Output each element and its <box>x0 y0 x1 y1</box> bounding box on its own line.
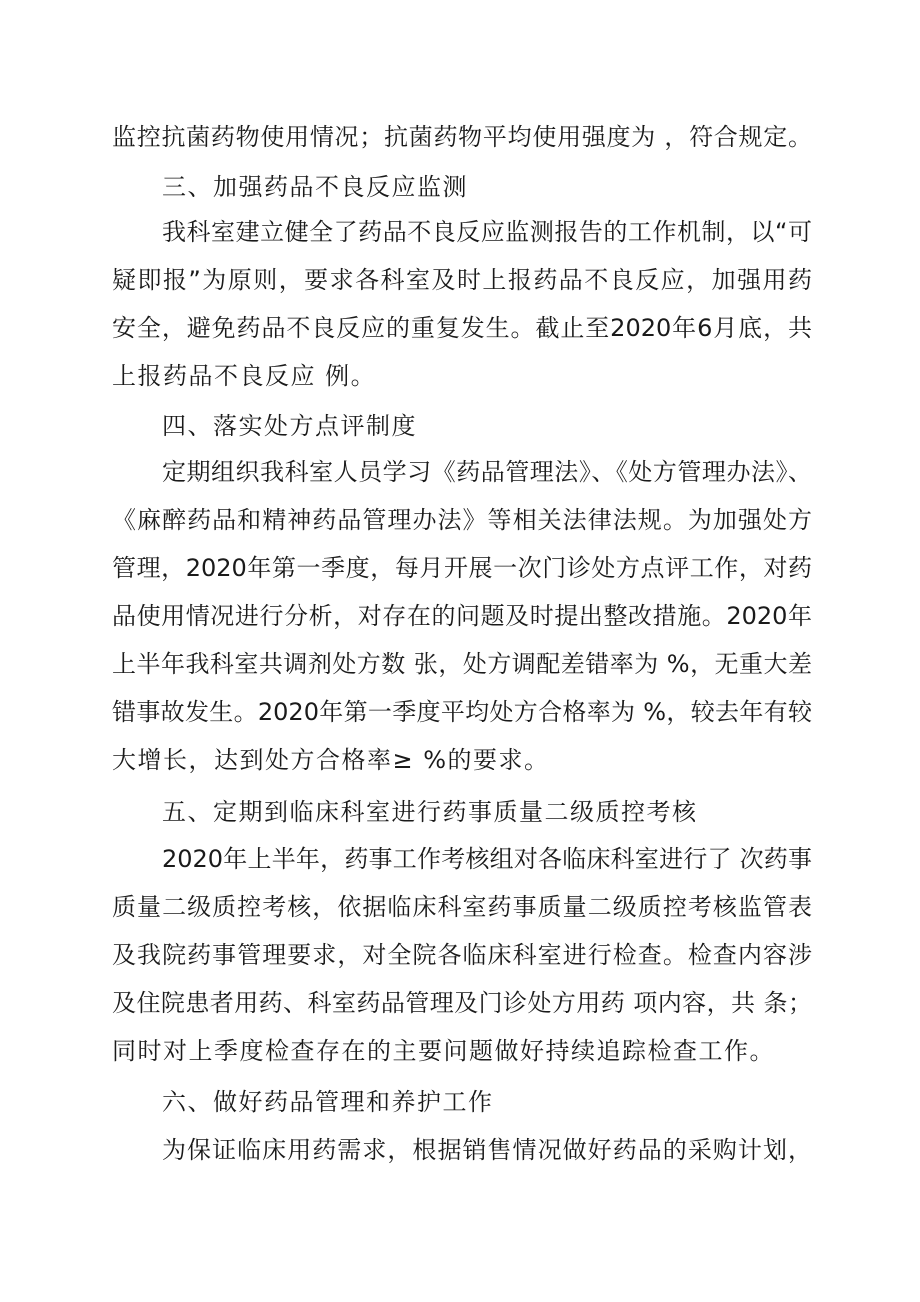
text-line: 质量二级质控考核，依据临床科室药事质量二级质控考核监管表 <box>112 893 812 921</box>
text-line: 管理，2020年第一季度，每月开展一次门诊处方点评工作，对药 <box>112 554 812 582</box>
text-line: 同时对上季度检查存在的主要问题做好持续追踪检查工作。 <box>112 1037 775 1065</box>
text-line: 为保证临床用药需求，根据销售情况做好药品的采购计划， <box>162 1136 812 1164</box>
text-line: 及住院患者用药、科室药品管理及门诊处方用药 项内容，共 条； <box>112 989 812 1017</box>
section-heading-6: 六、做好药品管理和养护工作 <box>162 1088 494 1116</box>
text-line: 错事故发生。2020年第一季度平均处方合格率为 %，较去年有较 <box>112 698 812 726</box>
text-line: 《麻醉药品和精神药品管理办法》等相关法律法规。为加强处方 <box>112 506 812 534</box>
section-heading-3: 三、加强药品不良反应监测 <box>162 173 468 201</box>
section-heading-5: 五、定期到临床科室进行药事质量二级质控考核 <box>162 798 698 826</box>
section-heading-4: 四、落实处方点评制度 <box>162 412 417 440</box>
text-line: 大增长，达到处方合格率≥ %的要求。 <box>112 746 550 774</box>
text-line: 上报药品不良反应 例。 <box>112 362 377 390</box>
text-line: 监控抗菌药物使用情况；抗菌药物平均使用强度为 ，符合规定。 <box>112 123 812 151</box>
text-line: 品使用情况进行分析，对存在的问题及时提出整改措施。2020年 <box>112 602 812 630</box>
text-line: 定期组织我科室人员学习《药品管理法》、《处方管理办法》、 <box>162 458 812 486</box>
text-line: 疑即报”为原则，要求各科室及时上报药品不良反应，加强用药 <box>112 266 812 294</box>
text-line: 我科室建立健全了药品不良反应监测报告的工作机制，以“可 <box>162 218 812 246</box>
text-line: 及我院药事管理要求，对全院各临床科室进行检查。检查内容涉 <box>112 941 812 969</box>
text-line: 2020年上半年，药事工作考核组对各临床科室进行了 次药事 <box>162 845 812 873</box>
text-line: 安全，避免药品不良反应的重复发生。截止至2020年6月底，共 <box>112 314 812 342</box>
text-line: 上半年我科室共调剂处方数 张，处方调配差错率为 %，无重大差 <box>112 650 812 678</box>
